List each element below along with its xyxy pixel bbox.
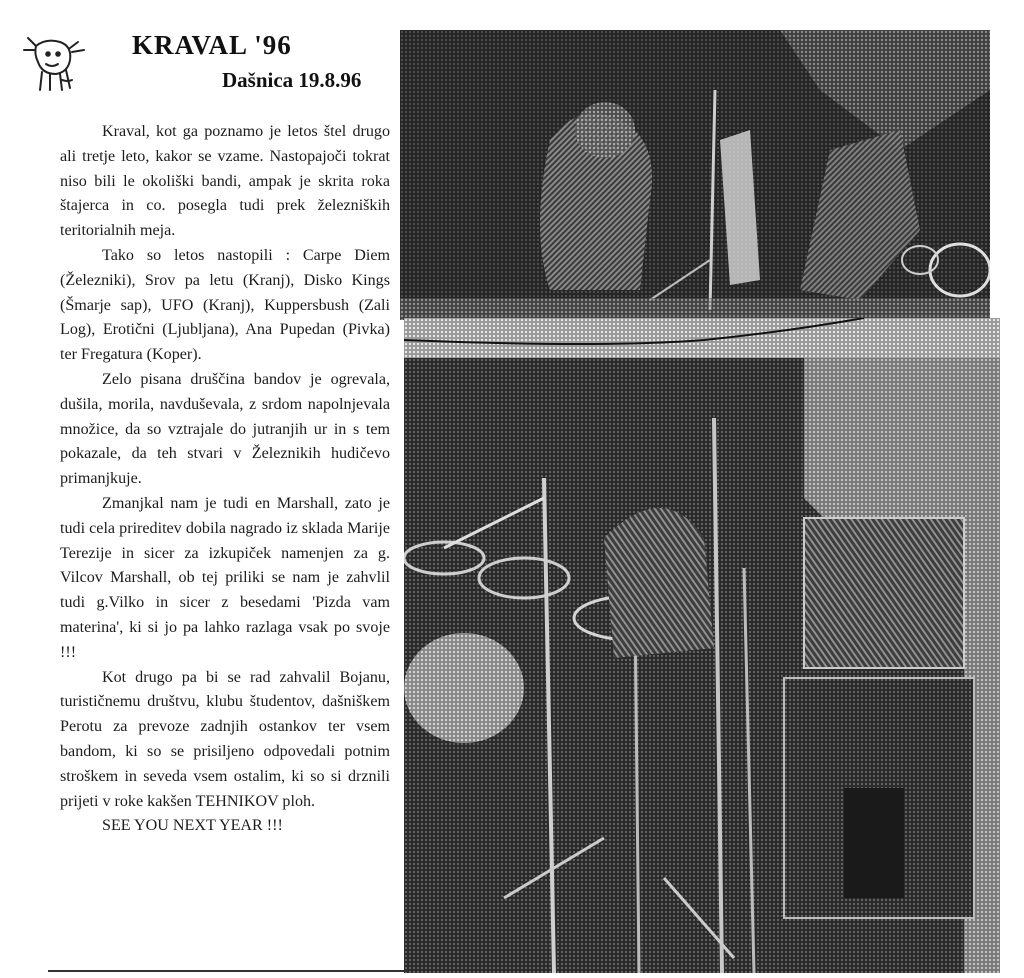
date-location: Dašnica 19.8.96 [222, 68, 362, 92]
concert-photo-drumkit-icon [404, 318, 1000, 973]
article-paragraph: Kraval, kot ga poznamo je letos štel drugo ali tretje leto, kakor se vzame. Nastopajoči tokrat niso bili le okoliški bandi, ampak je skrita roka štajerca in co. posegla tudi prek železniških teritorialnih meja. [60, 123, 390, 240]
divider [48, 970, 408, 972]
article-paragraph: Tako so letos nastopili : Carpe Diem (Železniki), Srov pa letu (Kranj), Disko Kings (Šmarje sap), UFO (Kranj), Kuppersbush (Zali Log), Erotični (Ljubljana), Ana Pupedan (Pivka) ter Fregatura (Koper). [60, 246, 390, 364]
article-paragraph: Zmanjkal nam je tudi en Marshall, zato je tudi cela prireditev dobila nagrado iz sklada Marije Terezije in sicer za izkupiček namenjen za g. Vilcov Marshall, ob tej priliki se nam je zahvlil tudi g.Vilko in sicer z besedami 'Pizda vam materina', ki si jo pa lahko razlaga vsak po svoje !!! [60, 494, 390, 661]
cow-icon [22, 30, 92, 96]
closing-line: SEE YOU NEXT YEAR !!! [102, 817, 283, 835]
concert-photo-singer-icon [400, 30, 990, 320]
article-body [60, 120, 390, 839]
article-paragraph: Kot drugo pa bi se rad zahvalil Bojanu, turističnemu društvu, klubu študentov, dašniškem Perotu za prevoze zadnjih ostankov ter vsem bandom, ki so se prisiljeno odpovedali potnim stroškem in seveda vsem ostalim, ki so si drznili prijeti v roke kakšen TEHNIKOV ploh. [60, 668, 390, 810]
page-title: KRAVAL '96 [132, 30, 292, 60]
article-paragraph: Zelo pisana druščina bandov je ogrevala, dušila, morila, navduševala, z srdom napolnjevala množice, da so vztrajale do jutranjih ur in s tem pokazale, da teh stvari v Železnikih hudičevo primanjkuje. [60, 370, 390, 488]
